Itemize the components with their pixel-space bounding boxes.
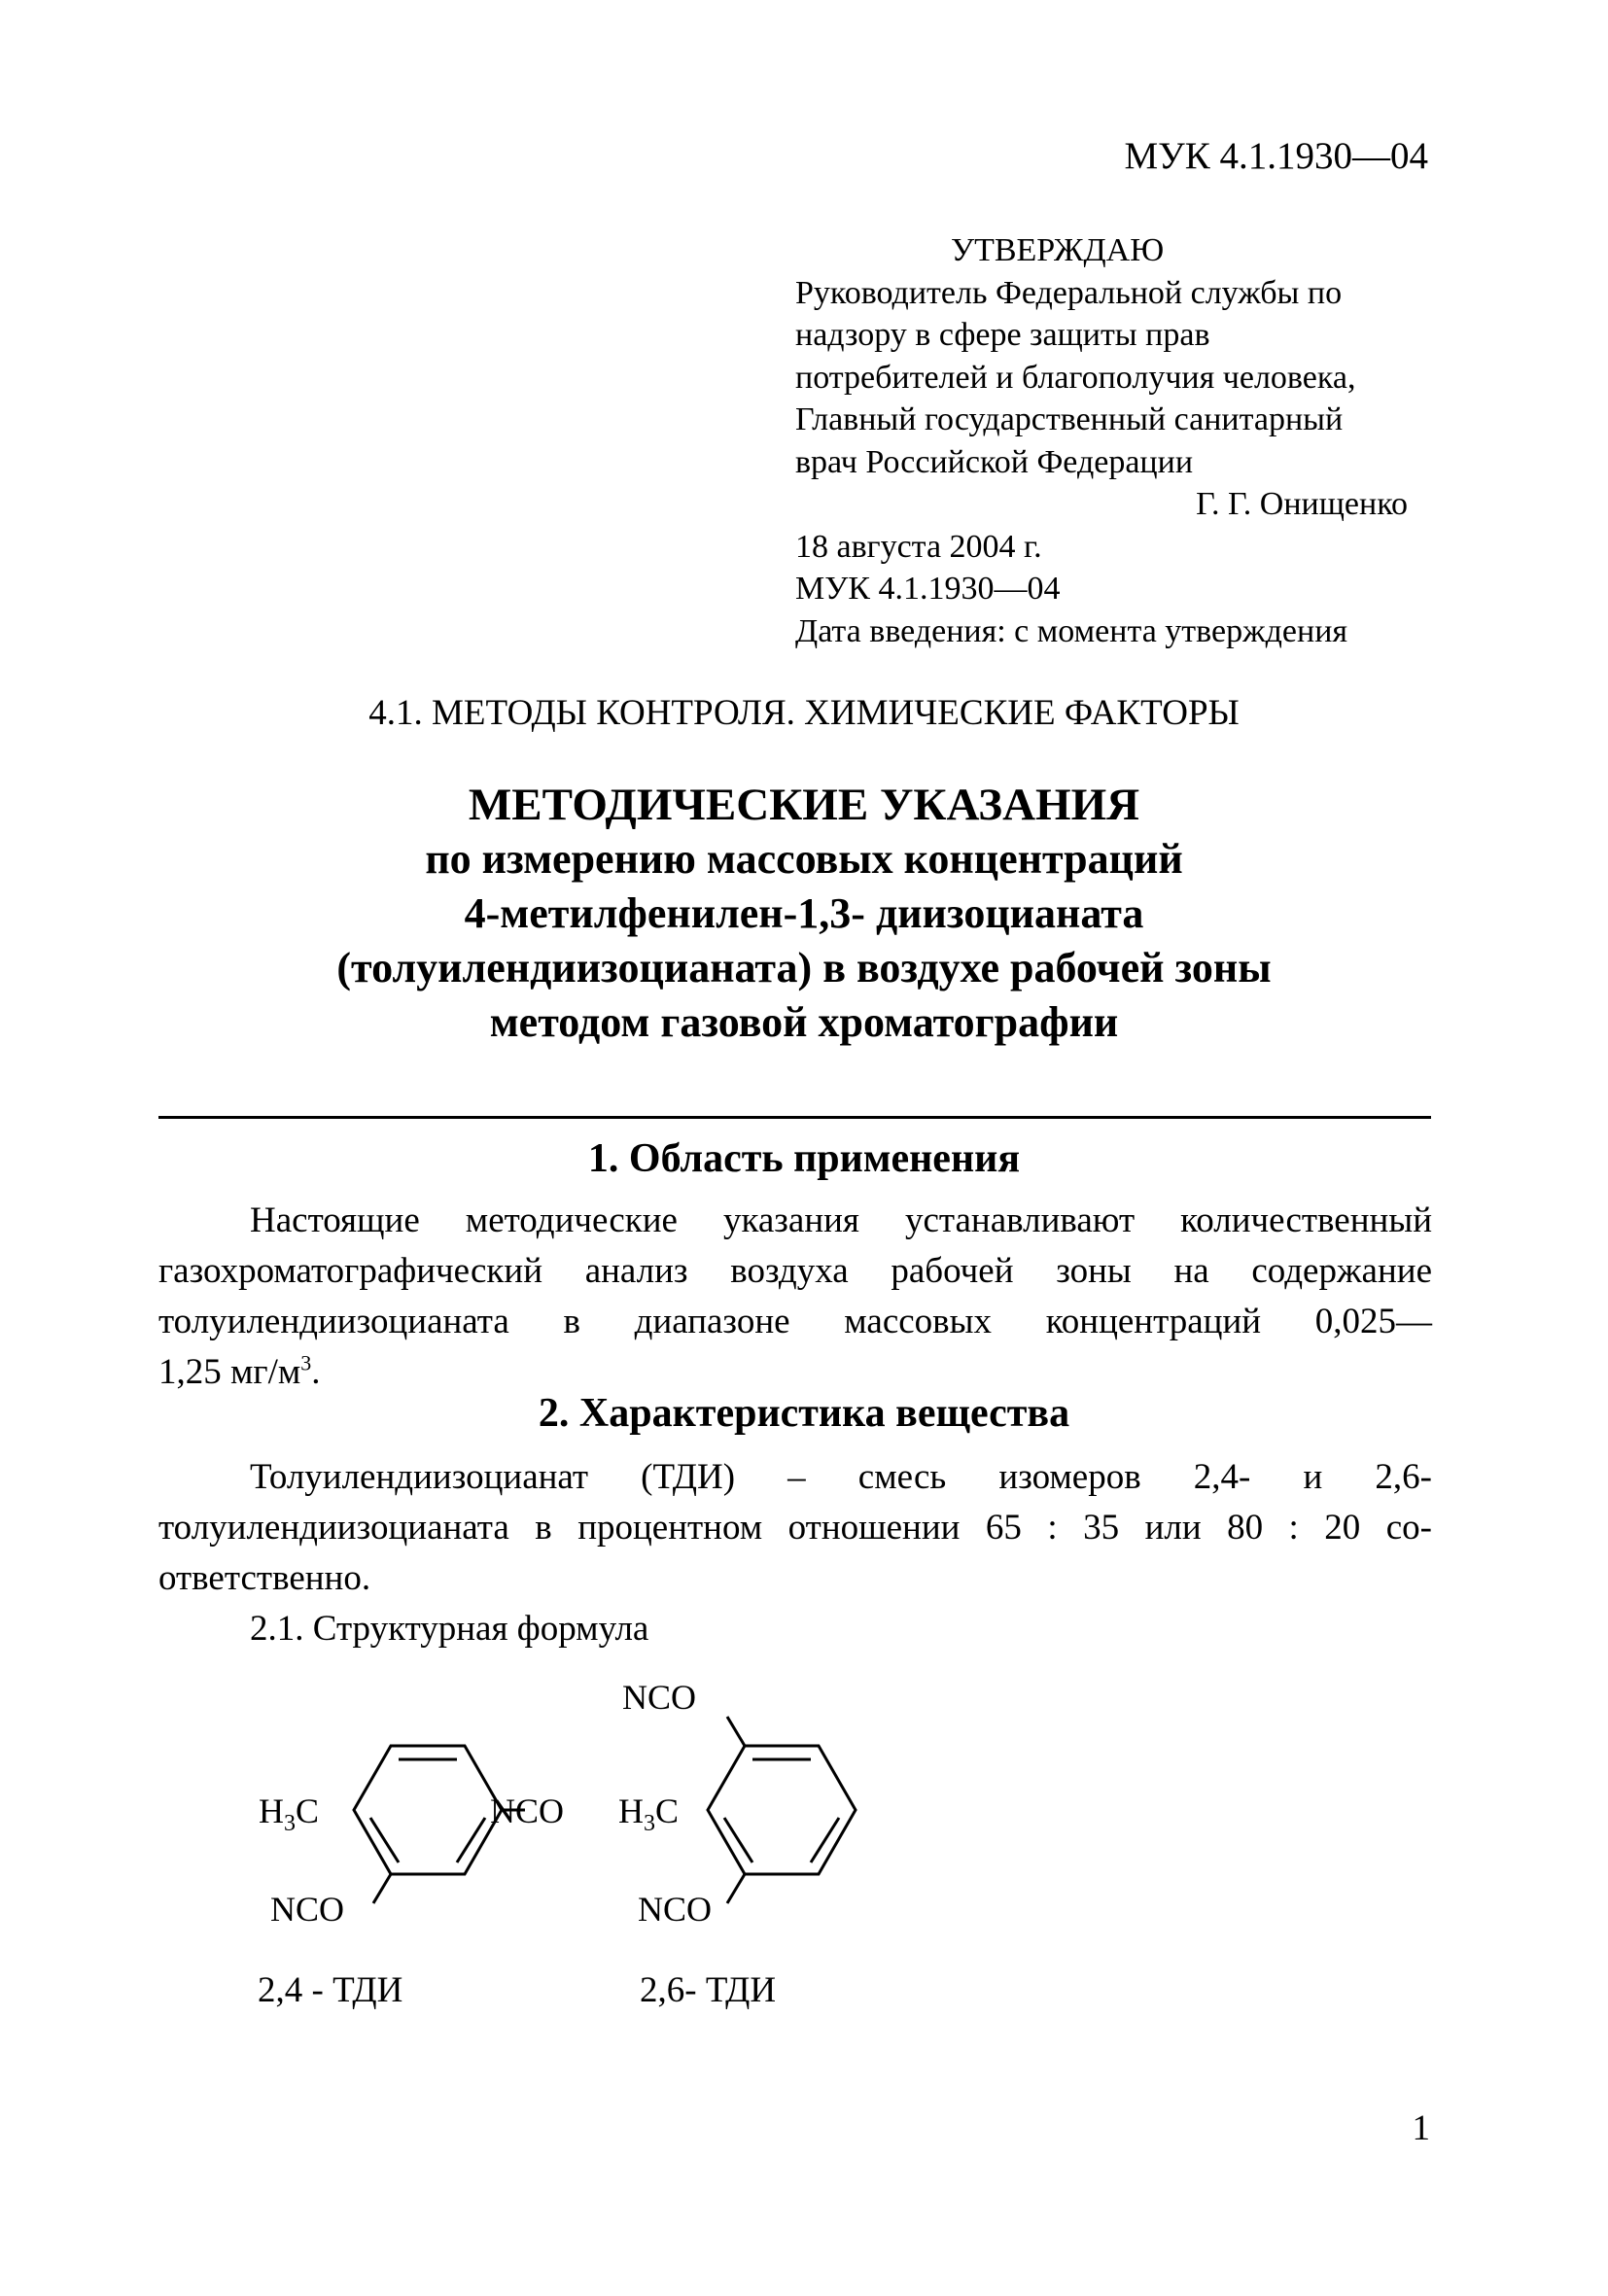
section-heading-scope: 1. Область применения (587, 1136, 1021, 1181)
subsection-line (158, 1604, 1432, 1654)
unit-superscript: 3 (300, 1350, 312, 1375)
nco-right-24: NCO (490, 1792, 565, 1830)
bond-nco-bottom (727, 1874, 745, 1903)
approval-date: 18 августа 2004 г. (795, 528, 1042, 565)
h3c-label-26 (618, 1792, 679, 1836)
approval-position-line: Руководитель Федеральной службы по (795, 274, 1343, 311)
main-title-line: МЕТОДИЧЕСКИЕ УКАЗАНИЯ (468, 780, 1140, 830)
paragraph-line-last: ответственно. (158, 1558, 371, 1598)
paragraph-line: толуилендиизоцианата в диапазоне массовых концентраций 0,025— (158, 1302, 1432, 1341)
section-substance-paragraph (158, 1452, 1432, 1654)
h3c-sub: 3 (284, 1811, 296, 1836)
approval-position-line: потребителей и благополучия человека, (795, 359, 1356, 396)
unit-tail: . (311, 1352, 321, 1392)
section-scope-paragraph (158, 1196, 1432, 1398)
section-header: 4.1. МЕТОДЫ КОНТРОЛЯ. ХИМИЧЕСКИЕ ФАКТОРЫ (368, 693, 1240, 733)
approval-position-line: Главный государственный санитарный (795, 401, 1344, 437)
approval-block (795, 229, 1437, 652)
benzene-ring-26-tdi (708, 1717, 856, 1903)
page-number: 1 (1412, 2108, 1430, 2148)
approval-position-line: врач Российской Федерации (795, 443, 1194, 480)
approval-effective-date: Дата введения: с момента утверждения (795, 612, 1348, 649)
approval-code: МУК 4.1.1930—04 (795, 571, 1061, 607)
nco-bottom-26: NCO (638, 1890, 713, 1929)
document-code-header: МУК 4.1.1930—04 (1124, 135, 1428, 177)
h3c-label-24 (259, 1792, 319, 1836)
bond-nco-bottom (373, 1874, 391, 1903)
main-title-line: 4-метилфенилен-1,3- диизоцианата (464, 889, 1144, 937)
subsection-title: 2.1. Структурная формула (250, 1609, 649, 1649)
h3c-tail: C (296, 1792, 320, 1830)
main-title (0, 778, 1608, 1050)
structural-formulas (233, 1672, 914, 2002)
h3c-main: H (618, 1792, 644, 1830)
nco-top-26: NCO (622, 1678, 697, 1717)
paragraph-line-text: Толуилендиизоцианат (ТДИ) – смесь изомеров 2,4- и 2,6- (250, 1457, 1432, 1497)
main-title-line: (толуилендиизоцианата) в воздухе рабочей зоны (336, 944, 1272, 991)
approval-position-line: надзору в сфере защиты прав (795, 317, 1210, 353)
paragraph-line (158, 1452, 1432, 1503)
section-heading-substance: 2. Характеристика вещества (538, 1391, 1070, 1436)
paragraph-line (158, 1196, 1432, 1246)
nco-bottom-24: NCO (270, 1890, 345, 1929)
approval-signer: Г. Г. Онищенко (1196, 486, 1408, 522)
h3c-sub: 3 (644, 1811, 655, 1836)
formula-label-24-tdi: 2,4 - ТДИ (258, 1970, 403, 2010)
paragraph-line-text: Настоящие методические указания устанавливают количественный (250, 1200, 1432, 1240)
paragraph-line: газохроматографический анализ воздуха рабочей зоны на содержание (158, 1251, 1432, 1291)
h3c-tail: C (655, 1792, 680, 1830)
formula-label-26-tdi: 2,6- ТДИ (640, 1970, 777, 2010)
main-title-line: по измерению массовых концентраций (425, 835, 1183, 883)
h3c-main: H (259, 1792, 284, 1830)
horizontal-divider (158, 1116, 1431, 1119)
main-title-line: методом газовой хроматографии (489, 998, 1119, 1046)
approval-title: УТВЕРЖДАЮ (951, 232, 1165, 268)
bond-nco-top (727, 1717, 745, 1746)
unit-text: 1,25 мг/м (158, 1352, 301, 1392)
paragraph-line: толуилендиизоцианата в процентном отношении 65 : 35 или 80 : 20 со- (158, 1508, 1432, 1548)
